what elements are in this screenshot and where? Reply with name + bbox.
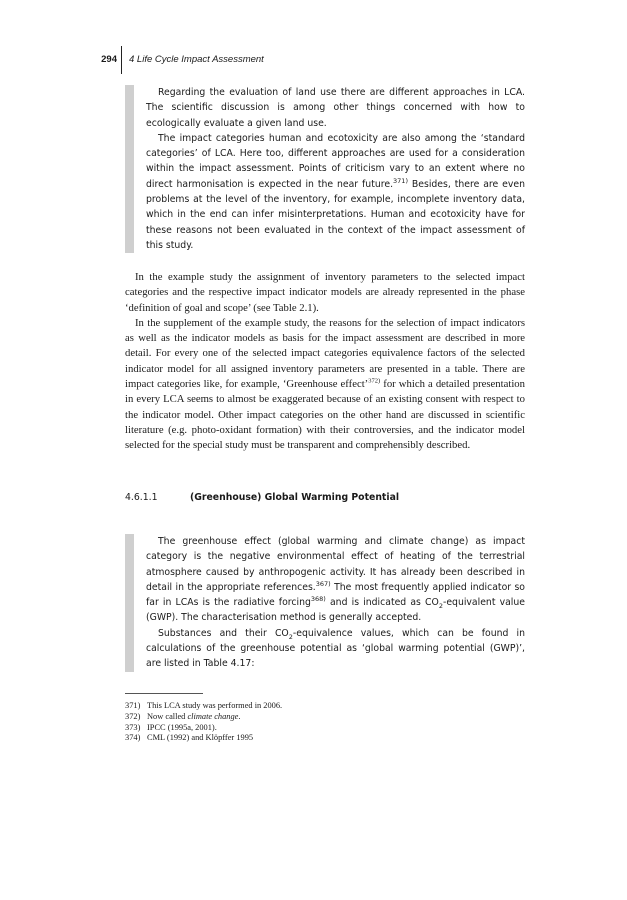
box1-paragraph-2 xyxy=(146,131,525,253)
box1-p2-text-b: Besides, there are even problems at the level of the inventory, for example, incomplete inventory data, which in the end can infer misinterpretations. Human and ecotoxicity have for these reasons not been evaluated in the context of the impact assessment of this study. xyxy=(146,178,525,251)
header-divider xyxy=(121,46,122,74)
box1-paragraph-1: Regarding the evaluation of land use there are different approaches in LCA. The scientific discussion is among other things concerned with how to ecologically evaluate a given land use. xyxy=(146,87,525,129)
footnote-divider xyxy=(125,693,203,694)
box2-paragraph-2 xyxy=(146,626,525,672)
running-title: 4 Life Cycle Impact Assessment xyxy=(129,54,264,65)
page-header xyxy=(0,46,627,76)
body-p2-text-b: for which a detailed presentation in every LCA seems to almost be exaggerated because of an existing consent with respect to the indicator model. Other impact categories on the other hand are discussed in scientific literature (e.g. photo-oxidant formation) with their controversies, and the indicator model selected for the special study must be transparent and comprehensibly described. xyxy=(125,378,525,452)
section-number: 4.6.1.1 xyxy=(125,492,158,503)
footnote-text: IPCC (1995a, 2001). xyxy=(147,722,217,732)
body-text-1 xyxy=(125,270,525,454)
footnote-number: 373) xyxy=(125,722,141,732)
case-study-box-2 xyxy=(125,534,525,672)
body-p2-text-a: In the supplement of the example study, the reasons for the selection of impact indicators as well as the indicator models as basis for the impact assessment are described in more detail. For every one of the selected impact categories equivalence factors of the selected indicator model for all assigned inventory parameters are presented in a table. There are impact categories like, for example, ‘Greenhouse effect’ xyxy=(125,316,525,391)
co2-subscript: 2 xyxy=(288,632,293,641)
footnote-374 xyxy=(125,733,525,744)
footnote-373 xyxy=(125,723,525,734)
body-paragraph-2 xyxy=(125,316,525,454)
footnotes xyxy=(125,701,525,744)
footnote-text: This LCA study was performed in 2006. xyxy=(147,701,283,710)
page-number: 294 xyxy=(101,54,117,65)
box2-p1-text-b: The most frequently applied indicator so far in LCAs is the radiative forcing xyxy=(146,581,525,609)
body-paragraph-1: In the example study the assignment of inventory parameters to the selected impact categories and the respective impact indicator models are already represented in the phase ‘definition of goal and scope’ (see Table 2.1). xyxy=(125,271,525,314)
section-heading xyxy=(125,492,525,503)
footnote-text: Now called xyxy=(147,711,188,721)
footnote-number: 374) xyxy=(125,733,141,743)
box1-p2-text-a: The impact categories human and ecotoxicity are also among the ‘standard categories’ of LCA. Here too, different approaches are used for a consideration within the impact assessment. Points of criticism vary to an extent where no direct harmonisation is expected in the near future. xyxy=(146,132,525,190)
box2-p2-text-b: -equivalence values, which can be found in calculations of the greenhouse potential as ‘global warming potential (GWP)’, are listed in Table 4.17: xyxy=(146,627,525,670)
box2-p1-text-d: -equivalent value (GWP). The characterisation method is generally accepted. xyxy=(146,597,526,624)
section-title: (Greenhouse) Global Warming Potential xyxy=(190,492,400,503)
footnote-text: CML (1992) and Klöpffer 1995 xyxy=(147,733,254,743)
footnote-text: . xyxy=(238,711,241,721)
case-study-box-1 xyxy=(125,85,525,253)
footnote-number: 371) xyxy=(125,701,141,710)
footnote-ref-371: 371) xyxy=(393,176,408,185)
footnote-ref-368: 368) xyxy=(310,595,326,604)
box2-p1-text-c: and is indicated as CO xyxy=(325,597,439,609)
box2-paragraph-1 xyxy=(146,534,525,626)
box2-p2-text-a: Substances and their CO xyxy=(158,627,289,639)
footnote-ref-367: 367) xyxy=(315,579,331,588)
footnote-ref-372: 372) xyxy=(368,377,381,385)
box2-p1-text-a: The greenhouse effect (global warming and climate change) as impact category is the negative environmental effect of heating of the terrestrial atmosphere caused by anthropogenic activity. It has already been described in detail in the appropriate references. xyxy=(146,536,525,593)
footnote-emphasis: climate change xyxy=(187,711,239,721)
footnote-371 xyxy=(125,701,525,712)
footnote-number: 372) xyxy=(125,711,141,721)
co2-subscript: 2 xyxy=(438,602,443,611)
footnote-372 xyxy=(125,712,525,723)
